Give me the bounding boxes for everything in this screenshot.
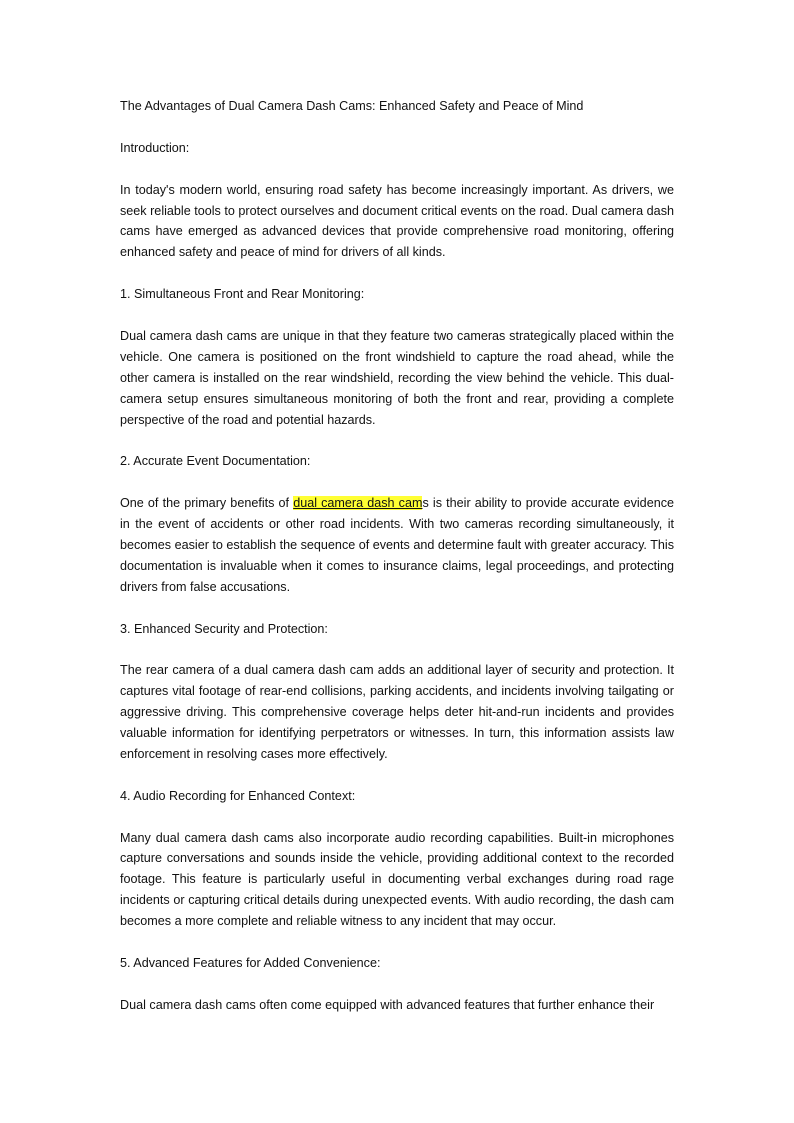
document-title: The Advantages of Dual Camera Dash Cams: Enhanced Safety and Peace of Mind (120, 99, 584, 113)
dual-camera-dash-cam-link[interactable]: dual camera dash cam (293, 496, 423, 511)
section-5-heading: 5. Advanced Features for Added Convenience: (120, 955, 381, 970)
section-1-heading: 1. Simultaneous Front and Rear Monitoring: (120, 287, 365, 302)
section-5-paragraph: Dual camera dash cams often come equipped with advanced features that further enhance their (120, 997, 655, 1012)
section-4-heading: 4. Audio Recording for Enhanced Context: (120, 788, 356, 803)
section-3-heading: 3. Enhanced Security and Protection: (120, 621, 328, 636)
document-body (120, 96, 674, 1037)
intro-heading: Introduction: (120, 140, 190, 155)
section-2-heading: 2. Accurate Event Documentation: (120, 454, 311, 469)
section-1-paragraph: Dual camera dash cams are unique in that they feature two cameras strategically placed within the vehicle. One camera is positioned on the front windshield to capture the road ahead, while the other camera is installed on the rear windshield, recording the view behind the vehicle. This dual-camera setup ensures simultaneous monitoring of both the front and rear, providing a complete perspective of the road and potential hazards. (120, 328, 674, 427)
section-4-paragraph: Many dual camera dash cams also incorporate audio recording capabilities. Built-in microphones capture conversations and sounds inside the vehicle, providing additional context to the recorded footage. This feature is particularly useful in documenting verbal exchanges during road rage incidents or capturing critical details during unexpected events. With audio recording, the dash cam becomes a more complete and reliable witness to any incident that may occur. (120, 830, 674, 929)
section-2-paragraph (120, 493, 674, 598)
intro-paragraph: In today's modern world, ensuring road safety has become increasingly important. As drivers, we seek reliable tools to protect ourselves and document critical events on the road. Dual camera dash cams have emerged as advanced devices that provide comprehensive road monitoring, offering enhanced safety and peace of mind for drivers of all kinds. (120, 182, 674, 260)
section-3-paragraph: The rear camera of a dual camera dash cam adds an additional layer of security and protection. It captures vital footage of rear-end collisions, parking accidents, and incidents involving tailgating or aggressive driving. This comprehensive coverage helps deter hit-and-run incidents and provides valuable information for identifying perpetrators or witnesses. In turn, this information assists law enforcement in resolving cases more effectively. (120, 663, 674, 761)
section-2-text-before: One of the primary benefits of (120, 496, 294, 511)
section-2-text-after: s is their ability to provide accurate evidence in the event of accidents or other road incidents. With two cameras recording simultaneously, it becomes easier to establish the sequence of events and determine fault with greater accuracy. This documentation is invaluable when it comes to insurance claims, legal proceedings, and protecting drivers from false accusations. (120, 496, 674, 594)
